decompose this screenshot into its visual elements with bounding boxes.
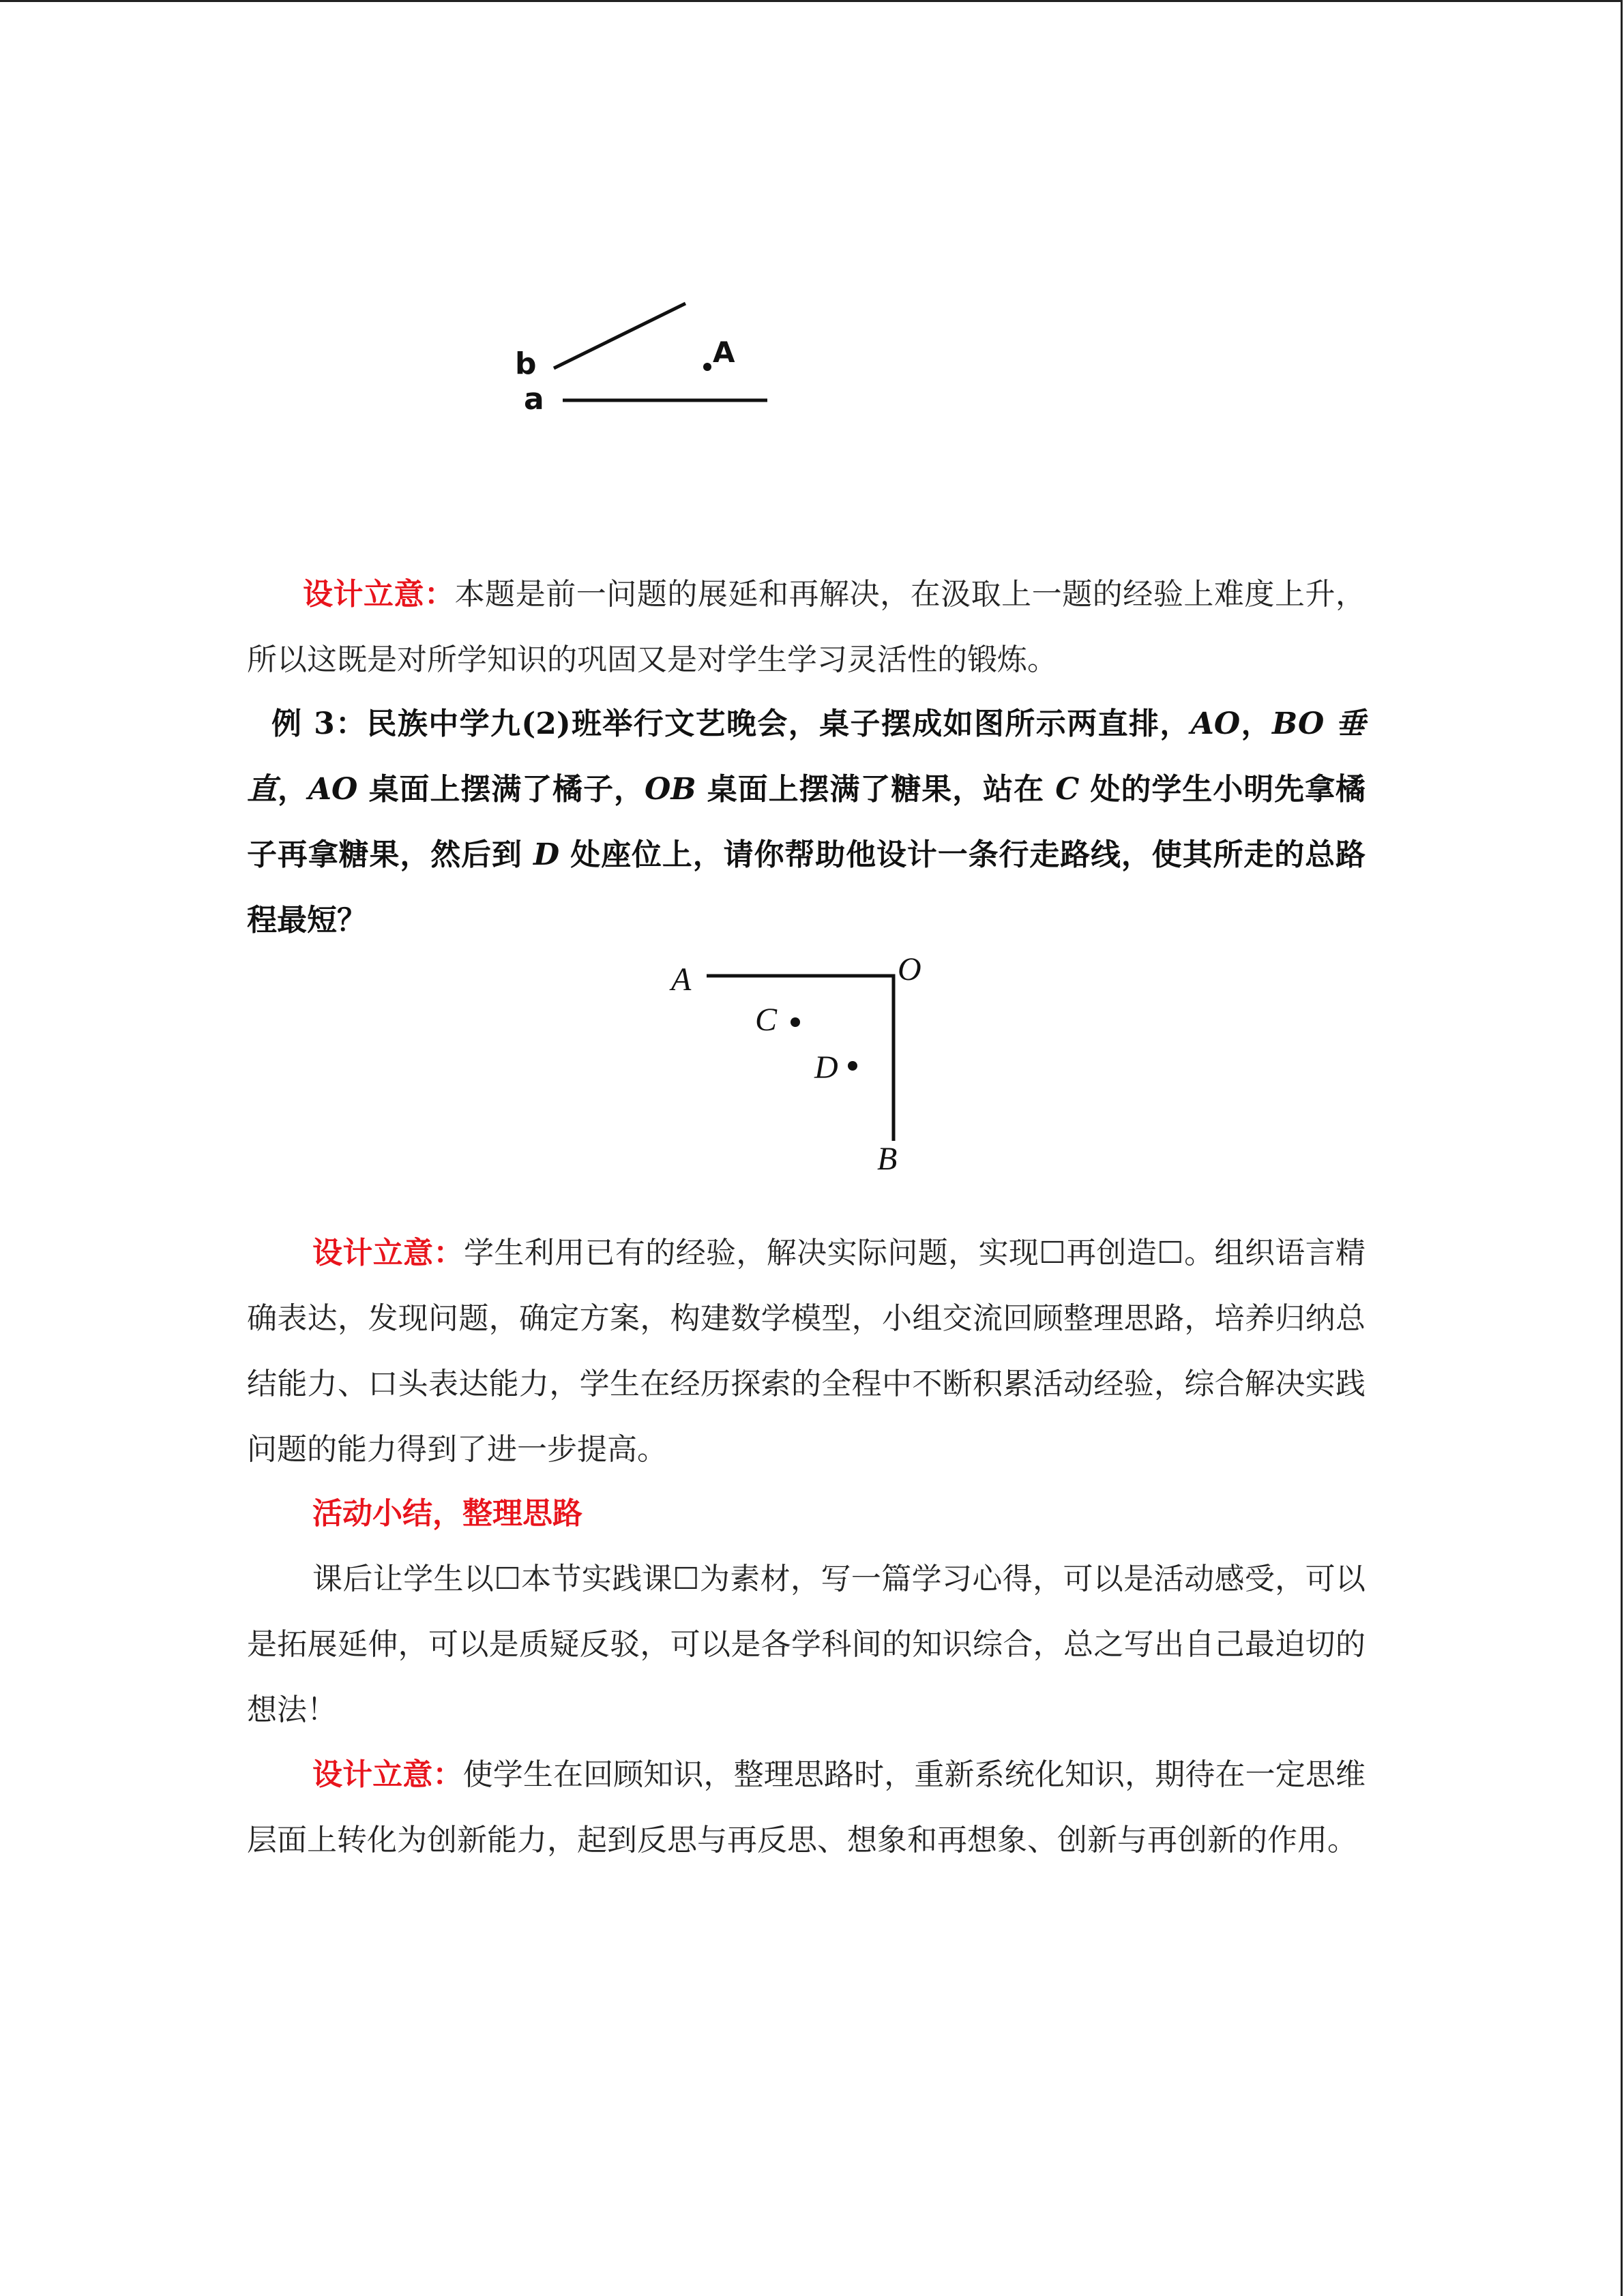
- example-text: 处座位上，请你帮助他设计一条行走路线，使其所走的总路程最短？: [247, 837, 1365, 938]
- example-text: 民族中学九(2)班举行文艺晚会，桌子摆成如图所示两直排，: [366, 706, 1191, 741]
- var-C: C: [1055, 772, 1080, 807]
- figure-lines-ab: [505, 286, 791, 423]
- var-D: D: [533, 837, 560, 872]
- line-b: [554, 303, 685, 368]
- label-A: A: [713, 336, 735, 369]
- example-text: ，: [277, 772, 308, 807]
- var-AO: AO: [308, 772, 358, 807]
- summary-body: 课后让学生以☐本节实践课☐为素材，写一篇学习心得，可以是活动感受，可以是拓展延伸，可以是质疑反驳，可以是各学科间的知识综合，总之写出自己最迫切的想法！: [247, 1562, 1365, 1727]
- design-intent-label: 设计立意：: [312, 1236, 464, 1270]
- summary-text: [247, 1547, 1365, 1743]
- example-text: 处的学生小明先拿橘子再拿糖果，然后到: [247, 772, 1365, 872]
- design-intent-text: 使学生在回顾知识，整理思路时，重新系统化知识，期待在一定思维层面上转化为创新能力，起到反思与再反思、想象和再想象、创新与再创新的作用。: [247, 1757, 1366, 1858]
- summary-heading-text: 活动小结，整理思路: [312, 1496, 582, 1531]
- label-C: C: [755, 1002, 778, 1038]
- design-intent-text: 本题是前一问题的展延和再解决，在汲取上一题的经验上难度上升，所以这既是对所学知识的巩固又是对学生学习灵活性的锻炼。: [247, 577, 1366, 677]
- design-intent-1: [247, 562, 1365, 693]
- label-D: D: [814, 1049, 838, 1086]
- label-a: a: [524, 382, 544, 417]
- label-B: B: [877, 1141, 898, 1177]
- example-text: 桌面上摆满了糖果，站在: [696, 772, 1056, 807]
- design-intent-label: 设计立意：: [303, 577, 455, 612]
- design-intent-2: [247, 1221, 1365, 1482]
- var-AO: AO: [1190, 706, 1241, 741]
- design-intent-3: [247, 1742, 1365, 1873]
- example-text: 桌面上摆满了橘子，: [357, 772, 645, 807]
- design-intent-label: 设计立意：: [312, 1757, 463, 1792]
- var-OB: OB: [644, 772, 696, 807]
- summary-heading: [247, 1481, 1365, 1547]
- example-text: ，: [1240, 706, 1272, 741]
- label-A: A: [671, 961, 692, 998]
- label-O: O: [898, 951, 921, 987]
- point-A: [703, 363, 711, 371]
- example-lead: 例 3：: [271, 706, 367, 741]
- point-D: [848, 1061, 857, 1071]
- figure-right-angle: [662, 944, 948, 1183]
- design-intent-text: 学生利用已有的经验，解决实际问题，实现☐再创造☐。组织语言精确表达，发现问题，确定方案，构建数学模型，小组交流回顾整理思路，培养归纳总结能力、口头表达能力，学生在经历探索的全程中不断积累活动经验，综合解决实践问题的能力得到了进一步提高。: [247, 1236, 1366, 1467]
- label-b: b: [515, 346, 537, 381]
- var-BO: BO 垂直: [247, 706, 1366, 807]
- desk-lines: [707, 976, 894, 1141]
- example-3: [247, 691, 1365, 953]
- point-C: [791, 1017, 800, 1027]
